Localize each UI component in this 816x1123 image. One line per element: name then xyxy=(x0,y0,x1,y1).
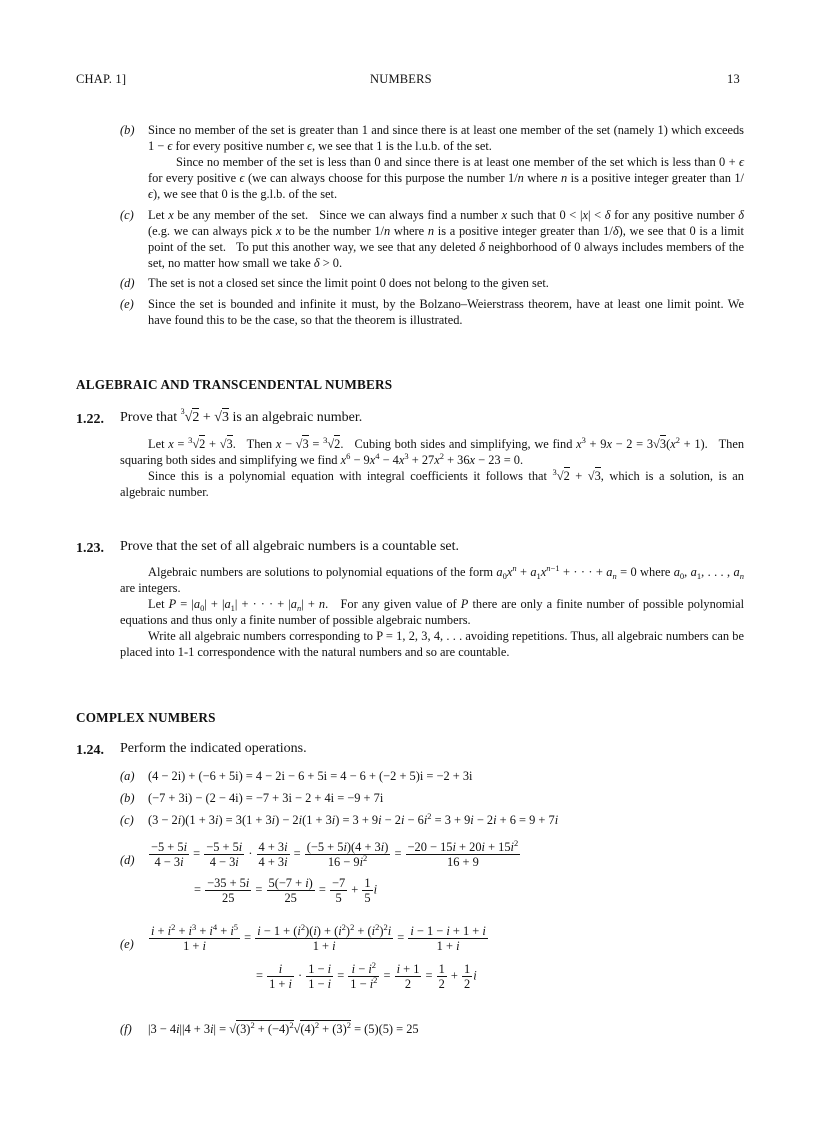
equation-a: (4 − 2i) + (−6 + 5i) = 4 − 2i − 6 + 5i = 4 − 6 + (−2 + 5)i = −2 + 3i xyxy=(148,769,473,783)
problem-number-1-24: 1.24. xyxy=(76,743,104,758)
equation-e-line2: = $\frac{i}{1 + i}$ · $\frac{1 - i}{1 - i}$ = $\frac{i - i^2}{1 - i^2}$ = $\frac{i + 1}{2}$ = $\frac{1}{2}$ + $\frac{1}{2}$ i xyxy=(256,960,477,991)
item-c-text: Let x be any member of the set. Since we can always find a number x such that 0 < |x| < δ for any positive number δ (e.g. we can always pick x to be the number 1/n where n is a positive integer greater than 1/δ), we see that 0 is a limit point of the set. To put this another way, we see that any deleted δ neighborhood of 0 always includes members of the set, no matter how small we take δ > 0. xyxy=(148,208,744,270)
item-d-label: (d) xyxy=(120,276,135,290)
chapter-label: CHAP. 1] xyxy=(76,72,127,86)
item-b-label: (b) xyxy=(120,123,135,137)
solution-1-23: Algebraic numbers are solutions to polynomial equations of the form $a_0x^n + a_1x^{n-1}$ + · · · + $a_n = 0$ where $a_0$, $a_1$, . . . , $a_n$ are integers. Let $P = |a_0| + |a_1|$ + · · · + $|a_n| + n$. For any given value of P there are only a finite number of possible polynomial equations and thus only a finite number of possible algebraic numbers. Write all algebraic numbers corresponding to P = 1, 2, 3, 4, . . . avoiding repetitions. Thus, all algebraic numbers can be placed into 1-1 correspondence with the natural numbers and so are countable. xyxy=(120,563,745,659)
item-a-label: (a) xyxy=(120,769,135,783)
item-f-label: (f) xyxy=(120,1022,132,1036)
item-e-label: (e) xyxy=(120,297,134,311)
item-d2-label: (d) xyxy=(120,853,135,867)
item-e-text: Since the set is bounded and infinite it must, by the Bolzano–Weierstrass theorem, have at least one limit point. We have found this to be the case, so that the theorem is illustrated. xyxy=(148,297,744,327)
equation-b: (−7 + 3i) − (2 − 4i) = −7 + 3i − 2 + 4i = −9 + 7i xyxy=(148,791,384,805)
problem-statement-1-22: Prove that $^3$√2 + √3 is an algebraic number. xyxy=(120,407,363,425)
page-number: 13 xyxy=(727,72,740,86)
item-d-text: The set is not a closed set since the limit point 0 does not belong to the given set. xyxy=(148,276,549,290)
problem-statement-1-23: Prove that the set of all algebraic numbers is a countable set. xyxy=(120,539,460,554)
solution-1-22: Let x = $^3$√2 + √3. Then x − √3 = $^3$√2. Cubing both sides and simplifying, we find $x^3 + 9x - 2 = 3√3(x^2 + 1)$. Then squaring both sides and simplifying we find $x^6 - 9x^4 - 4x^3 + 27x^2 + 36x - 23 = 0$. Since this is a polynomial equation with integral coefficients it follows that $^3$√2 + √3, which is a solution, is an algebraic number. xyxy=(120,435,745,499)
item-c2-label: (c) xyxy=(120,813,134,827)
equation-e-line1: $\frac{i + i^2 + i^3 + i^4 + i^5}{1 + i}$ = $\frac{i - 1 + (i^2)(i) + (i^2)^2 + (i^2)^2i}{1 + i}$ = $\frac{i - 1 - i + 1 + i}{1 + i}$ xyxy=(151,922,486,953)
item-b2-label: (b) xyxy=(120,791,135,805)
item-e2-label: (e) xyxy=(120,937,134,951)
running-title: NUMBERS xyxy=(370,72,432,86)
section-heading-algebraic: ALGEBRAIC AND TRANSCENDENTAL NUMBERS xyxy=(76,377,393,392)
problem-number-1-22: 1.22. xyxy=(76,412,104,427)
item-c-label: (c) xyxy=(120,208,134,222)
solution-1-23-para3: Write all algebraic numbers corresponding to P = 1, 2, 3, 4, . . . avoiding repetitions. Thus, all algebraic numbers can be placed into 1-1 correspondence with the natural numbers and so are countable. xyxy=(120,629,744,659)
equation-f: $|3 - 4i||4 + 3i| = √(3)^2 + (-4)^2√(4)^2 + (3)^2 = (5)(5) = 25$ xyxy=(148,1020,419,1036)
equation-c: $(3 - 2i)(1 + 3i) = 3(1 + 3i) - 2i(1 + 3i) = 3 + 9i - 2i - 6i^2 = 3 + 9i - 2i + 6 = 9 + 7i$ xyxy=(148,811,559,827)
section-heading-complex: COMPLEX NUMBERS xyxy=(76,710,216,725)
problem-number-1-23: 1.23. xyxy=(76,541,104,556)
equation-d-line2: = $\frac{-35 + 5i}{25}$ = $\frac{5(-7 + i)}{25}$ = $\frac{-7}{5}$ + $\frac{1}{5}$ i xyxy=(194,876,378,905)
item-b-text: Since no member of the set is greater than 1 and since there is at least one member of the set (namely 1) which exceeds 1 − ϵ for every positive number ϵ, we see that 1 is the l.u.b. of the set. Since no member of the set is less than 0 and since there is at least one member of the set which is less than 0 + ϵ for every positive ϵ (we can always choose for this purpose the number 1/n where n is a positive integer greater than 1/ϵ), we see that 0 is the g.l.b. of the set. xyxy=(148,123,745,201)
problem-statement-1-24: Perform the indicated operations. xyxy=(120,741,307,756)
equation-d-line1: $\frac{-5 + 5i}{4 - 3i}$ = $\frac{-5 + 5i}{4 - 3i}$ · $\frac{4 + 3i}{4 + 3i}$ = $\frac{(-5 + 5i)(4 + 3i)}{16 - 9i^2}$ = $\frac{-20 - 15i + 20i + 15i^2}{16 + 9}$ xyxy=(151,838,519,869)
